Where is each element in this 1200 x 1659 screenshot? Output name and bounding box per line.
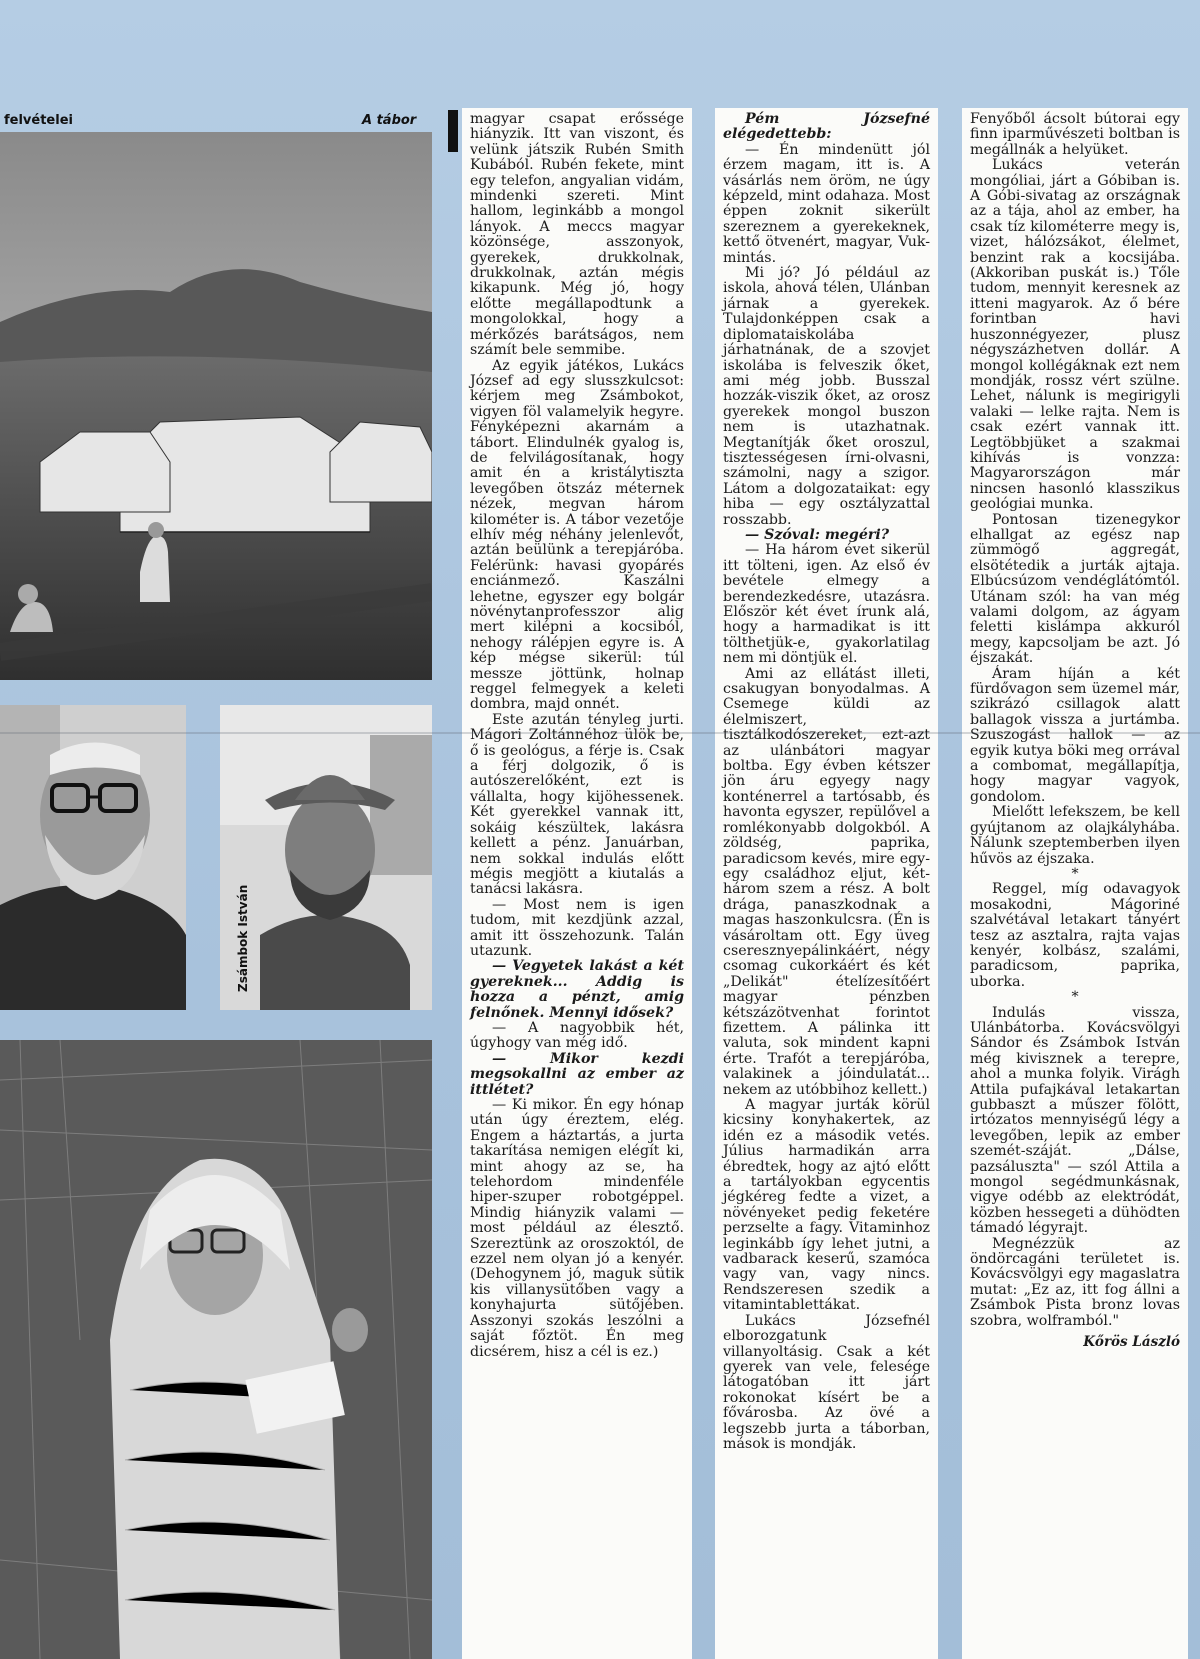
photo-caption-vertical: Zsámbok István	[236, 884, 250, 992]
camp-photo	[0, 132, 432, 680]
paragraph: — Most nem is igen tudom, mit kezdjünk azzal, amit itt összehozunk. Talán utazunk.	[470, 896, 684, 959]
paragraph: Este azután tényleg jurti. Mágori Zoltánnéhoz ülök be, ő is geológus, a férje is. Csak a férj dolgozik, ő is autószerelőként, ezt is vállalta, hogy kijöhessenek. Két gyerekkel vannak itt, sokáig készültek, lakásra kellett a pénz. Januárban, nem sokkal indulás előtt mégis megjött a kiutalás a tanácsi lakásra.	[470, 711, 684, 898]
paragraph: Fenyőből ácsolt bútorai egy finn iparművészeti boltban is megállnák a helyüket.	[970, 111, 1180, 158]
paragraph: Kőrös László	[1083, 1334, 1180, 1351]
paragraph: — Mikor kezdi megsokallni az ember az ittlétet?	[470, 1050, 684, 1098]
paragraph: Reggel, míg odavagyok mosakodni, Mágoriné szalvétával letakart tányért tesz az asztalra, rajta vajas kenyér, kolbász, szalámi, paradicsom, paprika, uborka.	[970, 881, 1180, 990]
paragraph: — Ki mikor. Én egy hónap után úgy éreztem, elég. Engem a háztartás, a jurta takarítása nemigen elégít ki, mint ahogy az se, ha telehordom mindenféle hiper-szuper robotgéppel. Mindig hiányzik valami — most például az élesztő. Szereztünk az oroszoktól, de ezzel nem olyan jó a kenyér. (Dehogynem jó, maguk sütik kis villanysütőben vagy a konyhajurta sütőjében. Asszonyi szokás leszólni a saját főztöt. Én meg dicsérem, hisz a cél is ez.)	[470, 1097, 684, 1360]
paragraph: Áram híján a két fürdővagon sem üzemel már, szikrázó csillagok alatt ballagok vissza a jurtámba. Szuszogást hallok — az egyik kutya böki meg orrával a combomat, megállapítja, hogy magyar vagyok, gondolom.	[970, 665, 1180, 805]
paragraph: *	[1071, 989, 1079, 1006]
paragraph: Mi jó? Jó például az iskola, ahová télen, Ulánban járnak a gyerekek. Tulajdonképpen csak a diplomataiskolába járhatnának, de a szovjet iskolába is felveszik őket, ami még jobb. Busszal hozzák-viszik őket, az orosz gyerekek mongol buszon nem is utazhatnak. Megtanítják őket oroszul, tisztességesen írni-olvasni, számolni, nagy a szigor. Látom a dolgozataikat: egy hiba — egy osztályzattal rosszabb.	[723, 265, 930, 528]
paragraph: Megnézzük az öndörcagáni területet is. Kovácsvölgyi egy magaslatra mutat: „Ez az, itt fog állni a Zsámbok Pista bronz lovas szobra, wolframból."	[970, 1235, 1180, 1329]
portrait-hat-photo	[220, 705, 432, 1010]
paragraph: *	[1071, 865, 1079, 882]
paragraph: Pontosan tizenegykor elhallgat az egész nap zümmögő aggregát, elsötétedik a jurták ajtaja. Elbúcsúzom vendéglátómtól. Utánam szól: ha van még valami dolgom, az ágyam feletti kislámpa akkuról megy, kapcsoljam be azt. Jó éjszakát.	[970, 511, 1180, 667]
paragraph: — A nagyobbik hét, úgyhogy van még idő.	[470, 1019, 684, 1052]
paragraph: Indulás vissza, Ulánbátorba. Kovácsvölgyi Sándor és Zsámbok István még kivisznek a terepre, ahol a munka folyik. Virágh Attila pufajkával letakartan gubbaszt a műszer fölött, irtózatos mennyiségű légy a levegőben, lepik az ember szemét-száját. „Dálse, pazsáluszta" — szól Attila a mongol segédmunkásnak, vigye odébb az elektródát, közben hessegeti a dühödten támadó légyrajt.	[970, 1004, 1180, 1237]
paragraph: magyar csapat erőssége hiányzik. Itt van viszont, és velünk játszik Rubén Smith Kubából. Rubén fekete, mint egy telefon, angyalian vidám, mindenki szereti. Mint hallom, leginkább a mongol lányok. A meccs magyar közönsége, asszonyok, gyerekek, drukkolnak, drukkolnak, aztán mégis kikapunk. Még jó, hogy előtte megállapodtunk a mongolokkal, hogy a mérkőzés barátságos, nem számít bele semmibe.	[470, 111, 684, 359]
portrait-glasses-photo	[0, 705, 186, 1010]
quilted-jacket-photo	[0, 1040, 432, 1659]
paragraph: — Vegyetek lakást a két gyereknek... Addig is hozza a pénzt, amig felnőnek. Mennyi idősek?	[470, 958, 684, 1021]
paragraph: Mielőtt lefekszem, be kell gyújtanom az olajkályhába. Nálunk szeptemberben ilyen hűvös az éjszaka.	[970, 804, 1180, 867]
column-marker	[448, 110, 458, 152]
photo-caption-right: A tábor	[362, 113, 417, 128]
paragraph: Lukács Józsefnél elborozgatunk villanyoltásig. Csak a két gyerek van vele, felesége látogatóban itt járt rokonokat kísért be a fővárosba. Az övé a legszebb jurta a táborban, mások is mondják.	[723, 1312, 930, 1452]
article-column-1	[462, 108, 692, 1659]
article-column-2	[715, 108, 938, 1659]
photo-caption-left: felvételei	[4, 113, 73, 128]
paper-crease	[0, 732, 1200, 734]
paragraph: Lukács veterán mongóliai, járt a Góbiban is. A Góbi-sivatag az országnak az a tája, ahol az ember, ha csak tíz kilométerre megy is, vizet, hálózsákot, élelmet, benzint rak a kocsijába. (Akkoriban puskát is.) Tőle tudom, mennyit keresnek az itteni magyarok. Az ő bére forintban havi huszonnégyezer, plusz négyszázhetven dollár. A mongol kollégáknak ezt nem mondják, rossz vért szülne. Lehet, nálunk is megirigyli valaki — lelke rajta. Nem is csak ezért vannak itt. Legtöbbjüket a szakmai kihívás is vonzza: Magyarországon már nincsen hasonló klasszikus geológiai munka.	[970, 157, 1180, 513]
paragraph: A magyar jurták körül kicsiny konyhakertek, az idén ez a második vetés. Július harmadikán arra ébredtek, hogy az ajtó előtt a tartályokban egycentis jégkéreg fedte a vizet, a növényeket pedig feketére perzselte a fagy. Vitaminhoz leginkább így lehet jutni, a vadbarack keserű, szamóca vagy van, vagy nincs. Rendszeresen szedik a vitamintablettákat.	[723, 1097, 930, 1314]
paragraph: — Szóval: megéri?	[745, 526, 890, 543]
paragraph: Az egyik játékos, Lukács József ad egy slusszkulcsot: kérjem meg Zsámbokot, vigyen föl valamelyik hegyre. Fényképezni akarnám a tábort. Elindulnék gyalog is, de felvilágosítanak, hogy amit én a kristálytiszta levegőben ötszáz méternek nézek, megvan három kilométer is. A tábor vezetője elhív még néhány jelenlevőt, aztán beülünk a terepjáróba. Felérünk: havasi gyopárés enciánmező. Kaszálni lehetne, egyszer egy bolgár növénytanprofesszor alig mert kilépni a kocsiból, nehogy rálépjen egyre is. A kép mégse sikerül: túl messze jöttünk, holnap reggel felmegyek a keleti dombra, majd onnét.	[470, 357, 684, 713]
paragraph: — Én mindenütt jól érzem magam, itt is. A vásárlás nem öröm, ne úgy képzeld, mint odahaza. Most éppen zoknit sikerült szereznem a gyerekeknek, kettő ötvenért, magyar, Vuk-mintás.	[723, 141, 930, 266]
paragraph: — Ha három évet sikerül itt tölteni, igen. Az első év bevétele elmegy a berendezkedésre, utazásra. Először két évet írunk alá, hogy a harmadikat is itt tölthetjük-e, gyakorlatilag nem mi döntjük el.	[723, 542, 930, 667]
paragraph: Ami az ellátást illeti, csakugyan bonyodalmas. A Csemege küldi az élelmiszert, tisztálkodószereket, ezt-azt az ulánbátori magyar boltba. Egy évben kétszer jön áru egyegy nagy konténerrel a tartósabb, és havonta egyszer, repülővel a romlékonyabb dolgokból. A zöldség, paprika, paradicsom kevés, mire egy-egy családhoz eljut, két-három szem a rész. A bolt drága, panaszkodnak a magas haszonkulcsra. (Én is vásároltam ott. Egy üveg cseresznyepálinkáért, négy csomag cukorkáért és két „Delikát" ételízesítőért magyar pénzben kétszázötvenhat forintot fizettem. A pálinka itt valuta, sok mindent kapni érte. Trafót a terepjáróba, valakinek a jóindulatát... nekem az utóbbihoz kellett.)	[723, 665, 930, 1098]
paragraph: Pém Józsefné elégedettebb:	[723, 111, 930, 143]
article-column-3	[962, 108, 1188, 1659]
